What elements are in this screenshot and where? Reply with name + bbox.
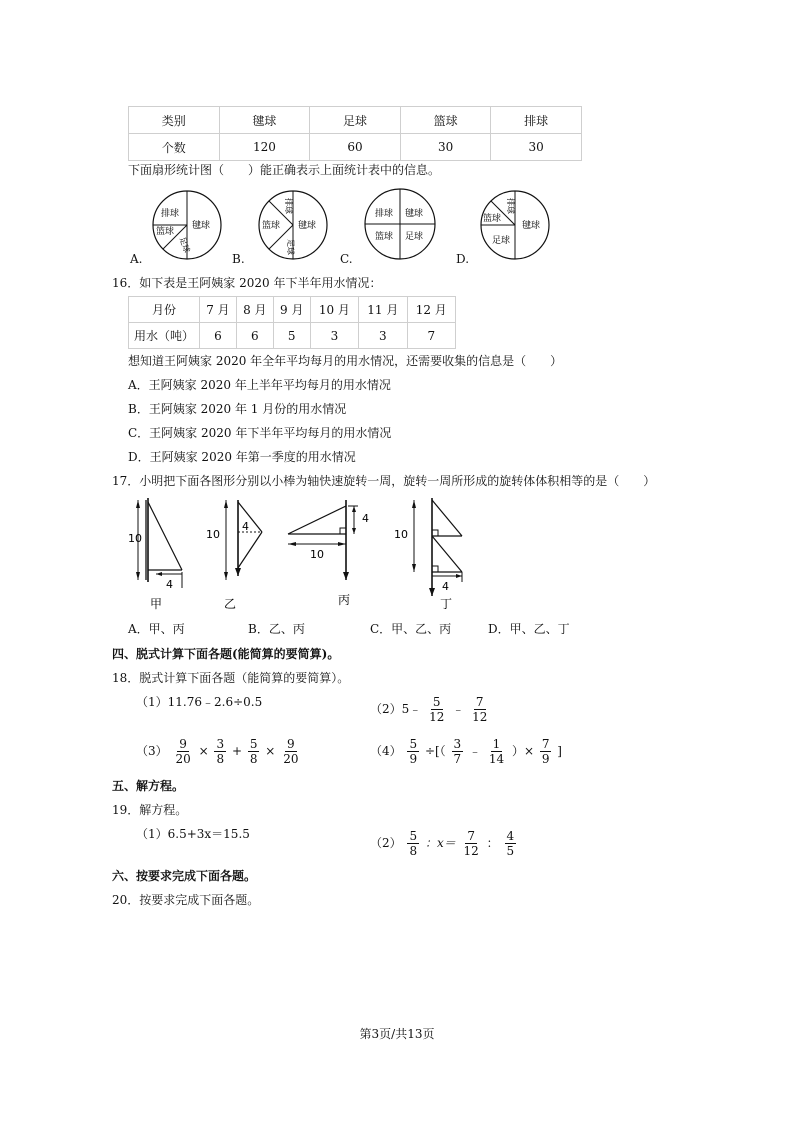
- table-cell: 3: [310, 323, 358, 349]
- pie-label: 篮球: [483, 214, 502, 224]
- q18-part-4: [370, 736, 562, 766]
- expr-text: （4）: [370, 744, 402, 758]
- table-cell: 30: [491, 134, 582, 161]
- denominator: 9: [541, 752, 550, 766]
- page-footer: 第3页/共13页: [359, 1027, 435, 1041]
- table-cell: 7: [407, 323, 455, 349]
- pie-label: 足球: [177, 235, 192, 254]
- operator: ×: [198, 744, 209, 758]
- operator: ]: [557, 744, 562, 758]
- figure-label: 乙: [224, 597, 237, 611]
- pie-label: 毽球: [405, 209, 424, 219]
- q16-intro: 16．如下表是王阿姨家 2020 年下半年用水情况：: [112, 276, 382, 290]
- water-usage-table: [128, 296, 456, 349]
- denominator: 8: [249, 752, 258, 766]
- table-cell: 12 月: [407, 297, 455, 323]
- sports-count-table: [128, 106, 582, 161]
- table-cell: 排球: [491, 107, 582, 134]
- q19-stem: 19．解方程。: [112, 803, 188, 817]
- operator: ÷[（: [424, 744, 446, 758]
- operator: ：x＝: [424, 836, 456, 850]
- denominator: 12: [463, 844, 479, 858]
- denominator: 8: [409, 844, 418, 858]
- table-cell: 10 月: [310, 297, 358, 323]
- operator: ﹣: [468, 744, 481, 758]
- fraction: [505, 829, 517, 858]
- table-cell: 篮球: [400, 107, 491, 134]
- pie-chart-a: [150, 188, 226, 264]
- table-cell: 个数: [129, 134, 220, 161]
- expr-text: （3）: [136, 744, 168, 758]
- q19-part-2: [370, 828, 518, 858]
- fraction: [462, 829, 481, 858]
- q18-part-2: [370, 694, 491, 724]
- dimension-label: 4: [362, 512, 369, 525]
- dimension-label: 10: [206, 528, 220, 541]
- q16-option-c[interactable]: C．王阿姨家 2020 年下半年平均每月的用水情况: [128, 426, 392, 440]
- fraction: [540, 737, 552, 766]
- denominator: 5: [506, 844, 515, 858]
- figure-yi: [204, 496, 270, 612]
- q18-part-3: [136, 736, 302, 766]
- table-cell: 7 月: [200, 297, 237, 323]
- numerator: 5: [432, 695, 441, 709]
- numerator: 5: [409, 829, 418, 843]
- fraction: [407, 829, 419, 858]
- pie-label: 足球: [286, 239, 295, 255]
- table-cell: 120: [219, 134, 310, 161]
- fraction: [487, 737, 506, 766]
- figure-jia: [124, 496, 196, 612]
- numerator: 7: [475, 695, 484, 709]
- table-cell: 6: [200, 323, 237, 349]
- figure-label: 丁: [440, 597, 453, 611]
- figure-bing: [284, 498, 384, 610]
- q17-option-c[interactable]: C．甲、乙、丙: [370, 622, 452, 636]
- table-cell: 用水（吨）: [129, 323, 200, 349]
- dimension-label: 4: [242, 520, 249, 533]
- table-cell: 9 月: [273, 297, 310, 323]
- table-cell: 3: [359, 323, 407, 349]
- pie-chart-c: [362, 186, 440, 264]
- q15-option-d[interactable]: D.: [456, 252, 470, 266]
- denominator: 20: [283, 752, 299, 766]
- numerator: 7: [467, 829, 475, 843]
- q17-option-d[interactable]: D．甲、乙、丁: [488, 622, 570, 636]
- denominator: 14: [488, 752, 505, 766]
- denominator: 12: [472, 710, 488, 724]
- table-cell: 60: [310, 134, 401, 161]
- denominator: 9: [409, 752, 418, 766]
- table-cell: 5: [273, 323, 310, 349]
- q20-stem: 20．按要求完成下面各题。: [112, 893, 260, 907]
- dimension-label: 10: [128, 532, 142, 545]
- section-5-heading: 五、解方程。: [112, 779, 185, 793]
- table-cell: 30: [400, 134, 491, 161]
- q16-question: 想知道王阿姨家 2020 年全年平均每月的用水情况，还需要收集的信息是（ ）: [128, 354, 563, 368]
- table-cell: 足球: [310, 107, 401, 134]
- section-6-heading: 六、按要求完成下面各题。: [112, 869, 257, 883]
- table-cell: 11 月: [359, 297, 407, 323]
- operator: ）×: [511, 744, 534, 758]
- pie-label: 毽球: [522, 221, 541, 231]
- q15-option-a[interactable]: A.: [130, 252, 143, 266]
- operator: ：: [486, 836, 499, 850]
- denominator: 12: [429, 710, 445, 724]
- pie-chart-d: [478, 188, 554, 264]
- fraction: [281, 737, 300, 766]
- pie-label: 足球: [405, 232, 424, 242]
- numerator: 9: [287, 737, 295, 751]
- fraction: [248, 737, 260, 766]
- dimension-label: 4: [166, 578, 173, 591]
- pie-label: 篮球: [156, 227, 175, 237]
- q15-option-c[interactable]: C.: [340, 252, 353, 266]
- fraction: [214, 737, 226, 766]
- pie-label: 排球: [506, 198, 515, 214]
- pie-label: 排球: [161, 209, 180, 219]
- denominator: 7: [453, 752, 462, 766]
- pie-chart-b: [256, 188, 332, 264]
- numerator: 3: [216, 737, 225, 751]
- fraction: [452, 737, 464, 766]
- q15-option-b[interactable]: B.: [232, 252, 245, 266]
- fraction: [470, 695, 489, 724]
- figure-label: 丙: [338, 593, 351, 607]
- q15-stem: 下面扇形统计图（ ）能正确表示上面统计表中的信息。: [128, 163, 441, 177]
- q16-option-a[interactable]: A．王阿姨家 2020 年上半年平均每月的用水情况: [128, 378, 391, 392]
- table-cell: 类别: [129, 107, 220, 134]
- pie-label: 足球: [492, 236, 511, 246]
- numerator: 5: [409, 737, 418, 751]
- operator: ﹣: [452, 702, 465, 716]
- pie-label: 排球: [375, 209, 394, 219]
- section-4-heading: 四、脱式计算下面各题(能简算的要简算)。: [112, 647, 340, 661]
- q16-option-d[interactable]: D．王阿姨家 2020 年第一季度的用水情况: [128, 450, 356, 464]
- denominator: 8: [216, 752, 225, 766]
- q17-option-b[interactable]: B．乙、丙: [248, 622, 305, 636]
- q17-option-a[interactable]: A．甲、丙: [128, 622, 185, 636]
- q18-stem: 18．脱式计算下面各题（能简算的要简算）。: [112, 671, 350, 685]
- dimension-label: 10: [394, 528, 408, 541]
- dimension-label: 10: [310, 548, 324, 561]
- pie-label: 篮球: [262, 221, 281, 231]
- fraction: [427, 695, 446, 724]
- pie-label: 毽球: [192, 221, 211, 231]
- pie-label: 篮球: [375, 232, 394, 242]
- table-cell: 月份: [129, 297, 200, 323]
- numerator: 4: [506, 829, 515, 843]
- table-cell: 8 月: [236, 297, 273, 323]
- table-cell: 毽球: [219, 107, 310, 134]
- table-cell: 6: [236, 323, 273, 349]
- numerator: 3: [453, 737, 462, 751]
- q17-stem: 17．小明把下面各图形分别以小棒为轴快速旋转一周，旋转一周所形成的旋转体体积相等的是（ ）: [112, 474, 656, 488]
- numerator: 1: [492, 737, 501, 751]
- numerator: 5: [249, 737, 258, 751]
- expr-text: （2）: [370, 836, 402, 850]
- q19-part-1: （1）6.5+3x＝15.5: [136, 827, 250, 841]
- operator: ×: [265, 744, 276, 758]
- q16-option-b[interactable]: B．王阿姨家 2020 年 1 月份的用水情况: [128, 402, 347, 416]
- fraction: [173, 737, 192, 766]
- pie-label: 排球: [284, 198, 293, 214]
- figure-label: 甲: [150, 597, 163, 611]
- denominator: 20: [175, 752, 191, 766]
- numerator: 9: [179, 737, 187, 751]
- figure-ding: [392, 496, 468, 612]
- q18-part-1: （1）11.76﹣2.6÷0.5: [136, 695, 263, 709]
- numerator: 7: [541, 737, 550, 751]
- operator: +: [231, 744, 242, 758]
- pie-label: 毽球: [298, 221, 317, 231]
- fraction: [407, 737, 419, 766]
- dimension-label: 4: [442, 580, 449, 593]
- expr-text: （2）5﹣: [370, 702, 422, 716]
